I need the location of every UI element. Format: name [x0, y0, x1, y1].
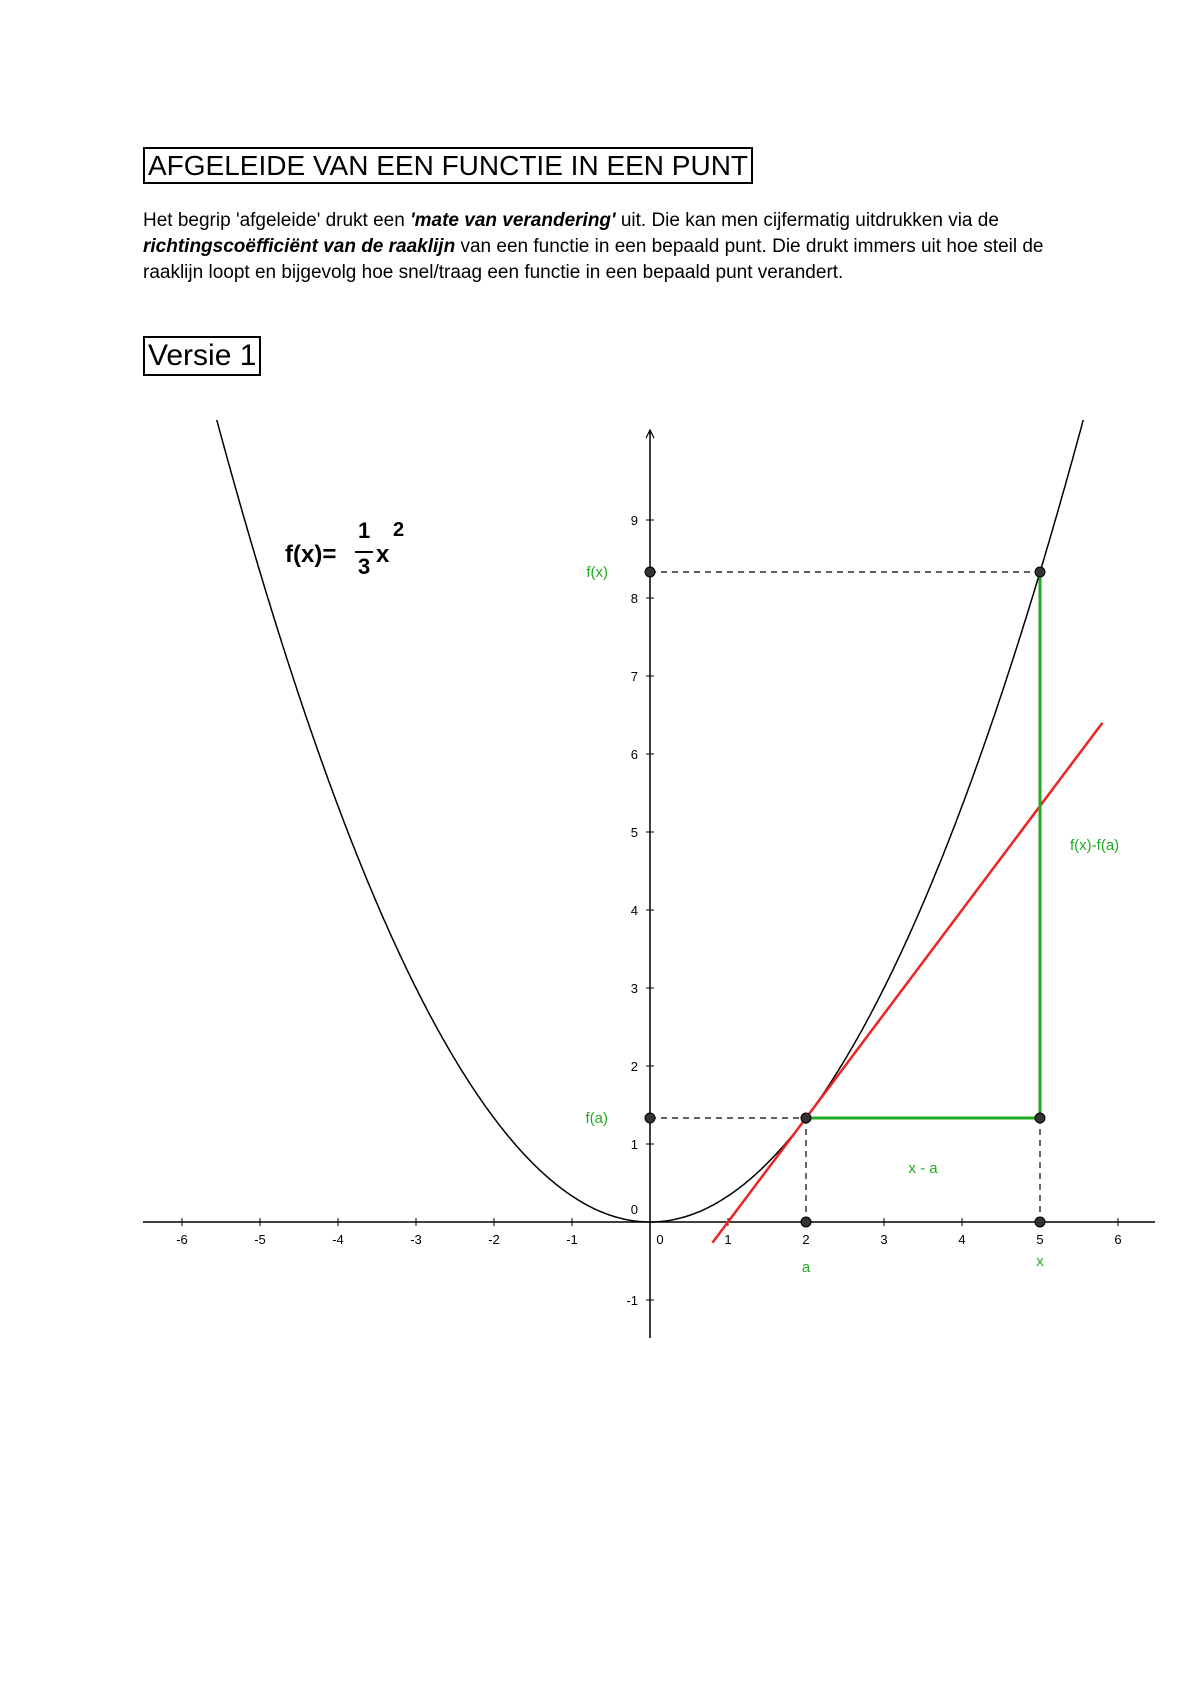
- x-tick-label: -1: [566, 1232, 578, 1247]
- y-tick-label: 6: [630, 747, 638, 762]
- x-tick-label: 2: [802, 1232, 810, 1247]
- x-tick-label: 6: [1114, 1232, 1122, 1247]
- axis-ticks: [176, 513, 1121, 1308]
- tangent-line: [712, 723, 1102, 1243]
- x-tick-label: 4: [958, 1232, 966, 1247]
- label-x-minus-a: x - a: [908, 1160, 938, 1178]
- formula-lhs: f(x)=: [285, 541, 337, 568]
- dashed-guides: [650, 572, 1040, 1222]
- function-formula: [285, 518, 404, 579]
- difference-triangle: [806, 572, 1040, 1118]
- label-a: a: [801, 1259, 811, 1276]
- label-fx-minus-fa: f(x)-f(a): [1070, 837, 1120, 855]
- label-fa: f(a): [585, 1110, 608, 1128]
- y-tick-label: 2: [630, 1059, 638, 1074]
- x-tick-label: -2: [488, 1232, 500, 1247]
- x-tick-label: -4: [332, 1232, 344, 1247]
- formula-exponent: 2: [393, 519, 405, 541]
- page-title-text: AFGELEIDE VAN EEN FUNCTIE IN EEN PUNT: [148, 150, 749, 181]
- version-label: Versie 1: [148, 339, 257, 372]
- x-tick-label: -6: [176, 1232, 188, 1247]
- x-tick-label: 3: [880, 1232, 888, 1247]
- y-tick-label: 5: [630, 825, 638, 840]
- intro-emphasis-2: richtingscoëfficiënt van de raaklijn: [143, 236, 456, 257]
- point-marker: [801, 1113, 811, 1123]
- y-tick-label: 8: [630, 591, 638, 606]
- label-fx: f(x): [586, 564, 608, 582]
- y-tick-label: 1: [630, 1137, 638, 1152]
- point-marker: [645, 567, 655, 577]
- y-tick-label: 9: [630, 513, 638, 528]
- label-x: x: [1036, 1253, 1044, 1270]
- point-marker: [1035, 1217, 1045, 1227]
- x-tick-label: -3: [410, 1232, 422, 1247]
- point-marker: [1035, 1113, 1045, 1123]
- point-marker: [1035, 567, 1045, 577]
- intro-text-2: uit. Die kan men cijfermatig uitdrukken via de: [615, 210, 999, 231]
- y-tick-label: 7: [630, 669, 638, 684]
- formula-denominator: 3: [358, 554, 371, 579]
- x-tick-label: 0: [656, 1232, 664, 1247]
- point-marker: [645, 1113, 655, 1123]
- x-tick-label: 5: [1036, 1232, 1044, 1247]
- intro-emphasis-1: 'mate van verandering': [410, 210, 616, 231]
- y-tick-label: 0: [630, 1202, 638, 1217]
- y-tick-label: 3: [630, 981, 638, 996]
- y-tick-label: -1: [626, 1293, 638, 1308]
- points: [645, 567, 1045, 1227]
- x-tick-label: -5: [254, 1232, 266, 1247]
- formula-variable: x: [376, 541, 390, 568]
- x-tick-label: 1: [724, 1232, 732, 1247]
- intro-text-1: Het begrip 'afgeleide' drukt een: [143, 210, 411, 231]
- intro-text-3: van een functie in een bepaald punt. Die drukt immers uit hoe steil de raaklijn loopt en bijgevolg hoe snel/traag een functie in een bepaald punt verandert.: [143, 236, 1044, 283]
- point-marker: [801, 1217, 811, 1227]
- formula-numerator: 1: [358, 518, 371, 543]
- y-tick-label: 4: [630, 903, 638, 918]
